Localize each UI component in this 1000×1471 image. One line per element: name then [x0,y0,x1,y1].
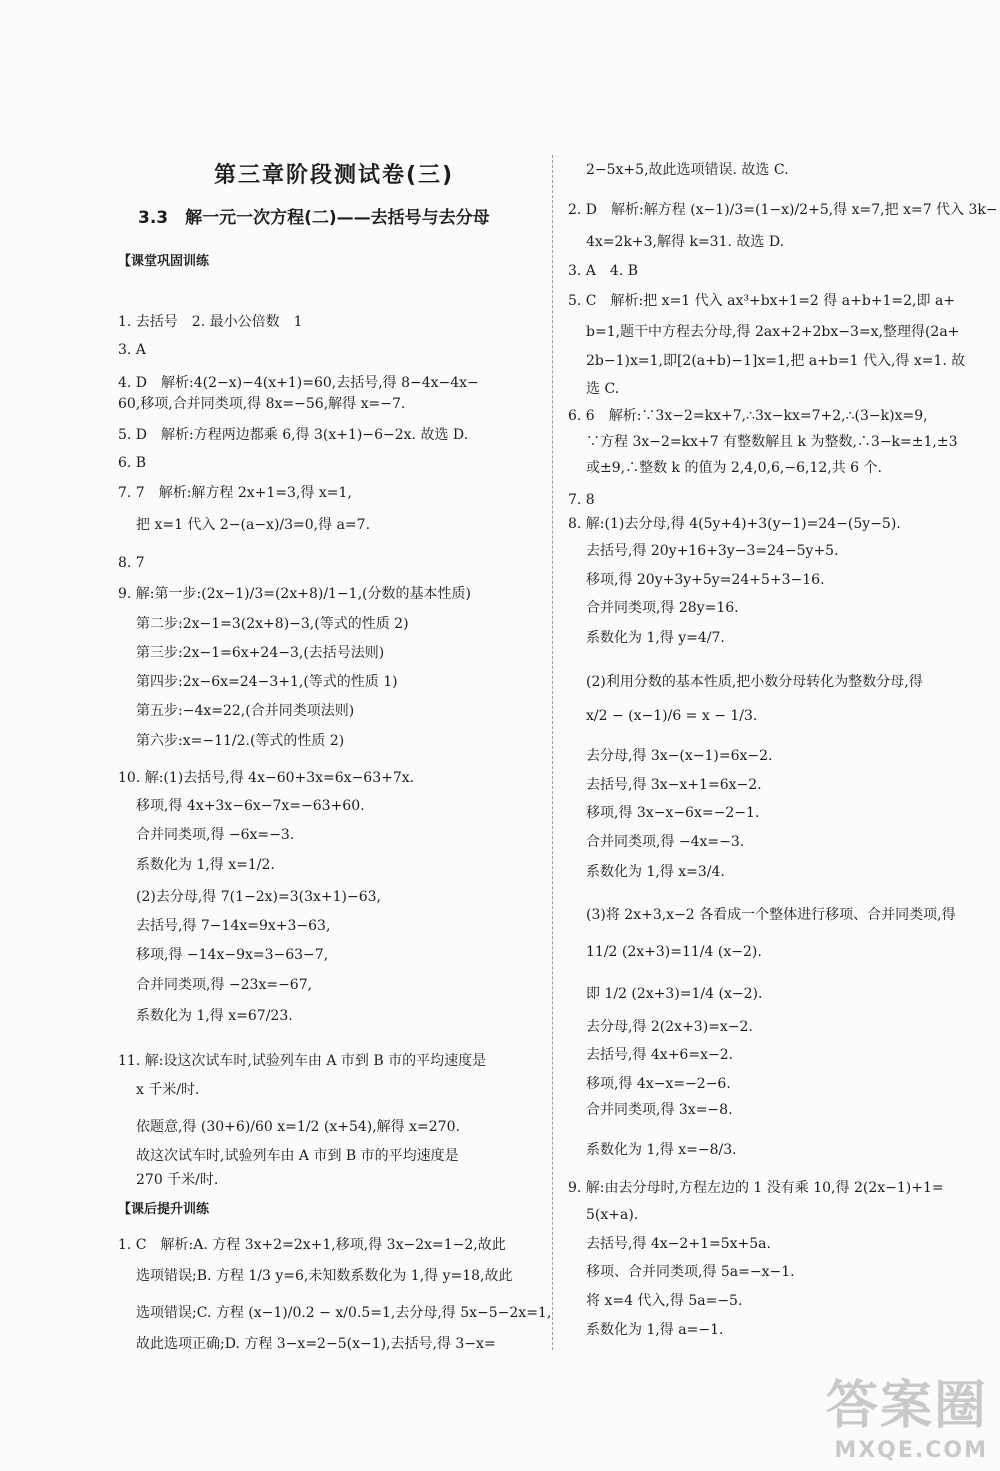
left-answer-line: 第六步:x=−11/2.(等式的性质 2) [136,733,345,749]
right-answer-line: 去分母,得 3x−(x−1)=6x−2. [586,748,773,764]
right-answer-line: 合并同类项,得 28y=16. [586,600,739,616]
right-answer-line: 合并同类项,得 −4x=−3. [586,834,745,850]
left-answer-line: 选项错误;B. 方程 1/3 y=6,未知数系数化为 1,得 y=18,故此 [136,1268,513,1284]
left-answer-line: 依题意,得 (30+6)/60 x=1/2 (x+54),解得 x=270. [136,1119,460,1135]
left-answer-line: 系数化为 1,得 x=1/2. [136,857,275,873]
right-answer-line: 5. C 解析:把 x=1 代入 ax³+bx+1=2 得 a+b+1=2,即 a+ [568,293,956,309]
left-answer-line: 移项,得 4x+3x−6x−7x=−63+60. [136,798,365,814]
right-answer-line: 8. 解:(1)去分母,得 4(5y+4)+3(y−1)=24−(5y−5). [568,516,901,532]
right-answer-line: ∵方程 3x−2=kx+7 有整数解且 k 为整数,∴3−k=±1,±3 [586,434,958,450]
right-answer-line: 5(x+a). [586,1207,639,1223]
left-answer-line: 9. 解:第一步:(2x−1)/3=(2x+8)/1−1,(分数的基本性质) [118,586,471,602]
section-subtitle: 3.3 解一元一次方程(二)——去括号与去分母 [138,208,490,228]
left-answer-line: 7. 7 解析:解方程 2x+1=3,得 x=1, [118,485,352,501]
left-answer-line: 1. 去括号 2. 最小公倍数 1 [118,314,303,330]
left-answer-line: 第三步:2x−1=6x+24−3,(去括号法则) [136,645,385,661]
right-answer-line: 合并同类项,得 3x=−8. [586,1102,733,1118]
left-answer-line: 4. D 解析:4(2−x)−4(x+1)=60,去括号,得 8−4x−4x− [118,375,479,391]
right-answer-line: 移项,得 4x−x=−2−6. [586,1076,731,1092]
left-answer-line: 11. 解:设这次试车时,试验列车由 A 市到 B 市的平均速度是 [118,1053,487,1069]
watermark-logo-text: 答案圈 [825,1376,988,1436]
left-answer-line: 选项错误;C. 方程 (x−1)/0.2 − x/0.5=1,去分母,得 5x−5−2x=1, [136,1305,552,1321]
watermark [826,1363,988,1463]
left-answer-line: 系数化为 1,得 x=67/23. [136,1008,293,1024]
right-answer-line: 移项,得 20y+3y+5y=24+5+3−16. [586,572,825,588]
right-answer-line: 移项,得 3x−x−6x=−2−1. [586,805,760,821]
left-answer-line: 270 千米/时. [136,1172,219,1188]
left-answer-line: 去括号,得 7−14x=9x+3−63, [136,918,331,934]
right-answer-line: 去括号,得 20y+16+3y−3=24−5y+5. [586,543,839,559]
right-answer-line: 去括号,得 4x+6=x−2. [586,1047,734,1063]
right-answer-line: 即 1/2 (2x+3)=1/4 (x−2). [586,986,763,1002]
right-answer-line: 去分母,得 2(2x+3)=x−2. [586,1019,753,1035]
left-answer-line: x 千米/时. [136,1082,200,1098]
right-answer-line: (2)利用分数的基本性质,把小数分母转化为整数分母,得 [586,674,923,690]
left-answer-line: 第四步:2x−6x=24−3+1,(等式的性质 1) [136,674,398,690]
left-answer-line: 1. C 解析:A. 方程 3x+2=2x+1,移项,得 3x−2x=1−2,故此 [118,1237,506,1253]
right-answer-line: 6. 6 解析:∵3x−2=kx+7,∴3x−kx=7+2,∴(3−k)x=9, [568,408,928,424]
right-answer-line: 2b−1)x=1,即[2(a+b)−1]x=1,把 a+b=1 代入,得 x=1. 故 [586,353,966,369]
watermark-url: MXQE.COM [834,1438,988,1463]
left-answer-line: 移项,得 −14x−9x=3−63−7, [136,947,329,963]
left-answer-line: 8. 7 [118,555,145,571]
left-answer-line: 合并同类项,得 −6x=−3. [136,827,295,843]
left-answer-line: 第二步:2x−1=3(2x+8)−3,(等式的性质 2) [136,616,409,632]
left-answer-line: 10. 解:(1)去括号,得 4x−60+3x=6x−63+7x. [118,770,415,786]
right-answer-line: 11/2 (2x+3)=11/4 (x−2). [586,944,762,960]
left-answer-line: 故这次试车时,试验列车由 A 市到 B 市的平均速度是 [136,1148,459,1164]
right-answer-line: 去括号,得 4x−2+1=5x+5a. [586,1236,771,1252]
left-answer-line: 6. B [118,455,147,471]
left-answer-line: 60,移项,合并同类项,得 8x=−56,解得 x=−7. [118,396,406,412]
left-answer-line: 第五步:−4x=22,(合并同类项法则) [136,703,355,719]
left-answer-line: 故此选项正确;D. 方程 3−x=2−5(x−1),去括号,得 3−x= [136,1336,496,1352]
right-answer-line: 7. 8 [568,492,595,508]
left-answer-line: 合并同类项,得 −23x=−67, [136,977,313,993]
right-answer-line: 系数化为 1,得 a=−1. [586,1322,724,1338]
right-answer-line: (3)将 2x+3,x−2 各看成一个整体进行移项、合并同类项,得 [586,907,956,923]
column-divider [552,155,553,1350]
right-answer-line: 2−5x+5,故此选项错误. 故选 C. [586,162,789,178]
right-answer-line: 将 x=4 代入,得 5a=−5. [586,1293,743,1309]
right-answer-line: 9. 解:由去分母时,方程左边的 1 没有乘 10,得 2(2x−1)+1= [568,1180,944,1196]
right-answer-line: 系数化为 1,得 x=3/4. [586,864,725,880]
right-answer-line: 系数化为 1,得 y=4/7. [586,630,725,646]
left-answer-line: 【课堂巩固训练 [118,254,210,269]
right-answer-line: 2. D 解析:解方程 (x−1)/3=(1−x)/2+5,得 x=7,把 x=7 代入 3k− [568,202,998,218]
right-answer-line: 移项、合并同类项,得 5a=−x−1. [586,1264,795,1280]
left-answer-line: 把 x=1 代入 2−(a−x)/3=0,得 a=7. [136,517,371,533]
right-answer-line: 或±9,∴整数 k 的值为 2,4,0,6,−6,12,共 6 个. [586,460,882,476]
left-answer-line: 5. D 解析:方程两边都乘 6,得 3(x+1)−6−2x. 故选 D. [118,427,469,443]
right-answer-line: x/2 − (x−1)/6 = x − 1/3. [586,708,758,724]
right-answer-line: 系数化为 1,得 x=−8/3. [586,1142,737,1158]
left-answer-line: 【课后提升训练 [118,1202,210,1217]
left-answer-line: (2)去分母,得 7(1−2x)=3(3x+1)−63, [136,889,381,905]
left-answer-line: 3. A [118,342,146,358]
right-answer-line: b=1,题干中方程去分母,得 2ax+2+2bx−3=x,整理得(2a+ [586,324,960,340]
right-answer-line: 4x=2k+3,解得 k=31. 故选 D. [586,234,785,250]
right-answer-line: 3. A 4. B [568,263,639,279]
page-title: 第三章阶段测试卷(三) [214,163,455,188]
right-answer-line: 选 C. [586,381,620,397]
right-answer-line: 去括号,得 3x−x+1=6x−2. [586,777,762,793]
